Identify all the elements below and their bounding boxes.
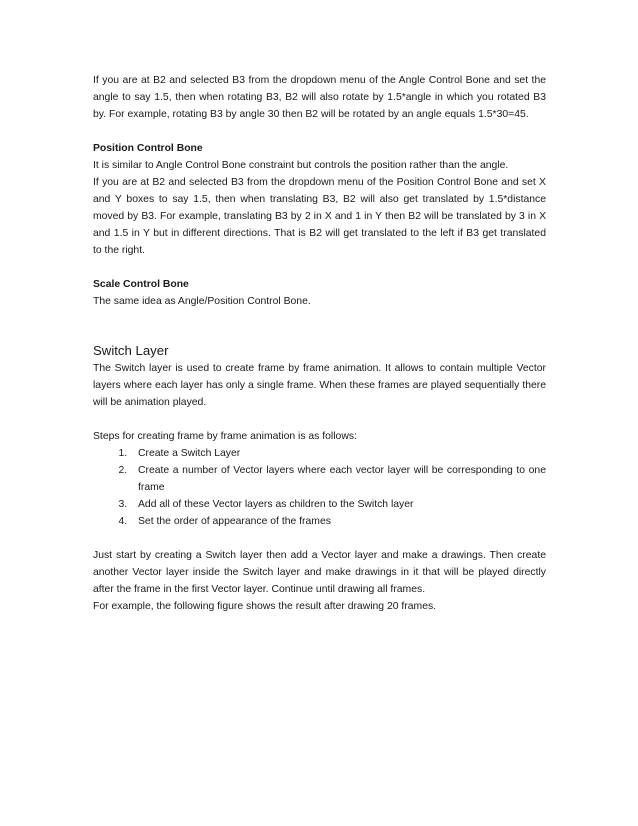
list-item: 4. Set the order of appearance of the frames xyxy=(130,513,546,530)
list-item: 3. Add all of these Vector layers as children to the Switch layer xyxy=(130,496,546,513)
position-control-heading: Position Control Bone xyxy=(93,143,203,154)
figure-reference: For example, the following figure shows the result after drawing 20 frames. xyxy=(93,601,437,612)
switch-layer-closing: Just start by creating a Switch layer then add a Vector layer and make a drawings. Then create another Vector layer inside the Switch layer and make drawings in it that will be played directly after the frame in the first Vector layer. Continue until drawing all frames. xyxy=(93,550,546,595)
steps-list xyxy=(93,445,546,530)
switch-layer-heading: Switch Layer xyxy=(93,343,169,358)
list-item: 1. Create a Switch Layer xyxy=(130,445,546,462)
position-control-summary: It is similar to Angle Control Bone constraint but controls the position rather than the angle. xyxy=(93,160,509,171)
switch-layer-intro: The Switch layer is used to create frame by frame animation. It allows to contain multiple Vector layers where each layer has only a single frame. When these frames are played sequentially there will be animation played. xyxy=(93,363,546,408)
position-control-paragraph: If you are at B2 and selected B3 from the dropdown menu of the Position Control Bone and set X and Y boxes to say 1.5, then when translating B3, B2 will also get translated by 1.5*distance moved by B3. For example, translating B3 by 2 in X and 1 in Y then B2 will be translated by 3 in X and 1.5 in Y but in different directions. That is B2 will get translated to the left if B3 get translated to the right. xyxy=(93,177,546,256)
list-item: 2. Create a number of Vector layers where each vector layer will be corresponding to one frame xyxy=(130,462,546,496)
steps-intro: Steps for creating frame by frame animation is as follows: xyxy=(93,431,357,442)
scale-control-paragraph: The same idea as Angle/Position Control Bone. xyxy=(93,296,311,307)
scale-control-heading: Scale Control Bone xyxy=(93,279,189,290)
angle-control-paragraph: If you are at B2 and selected B3 from the dropdown menu of the Angle Control Bone and set the angle to say 1.5, then when rotating B3, B2 will also rotate by 1.5*angle in which you rotated B3 by. For example, rotating B3 by angle 30 then B2 will be rotated by an angle equals 1.5*30=45. xyxy=(93,75,546,120)
